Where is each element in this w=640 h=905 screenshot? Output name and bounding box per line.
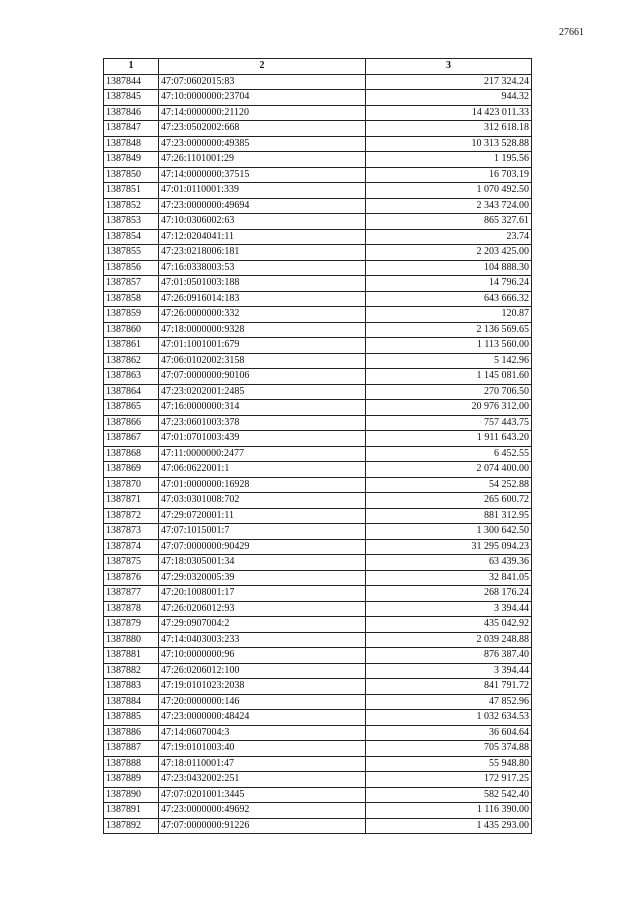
- row-number: 1387844: [104, 74, 159, 90]
- cadastral-value: 32 841.05: [366, 570, 532, 586]
- table-row: [104, 105, 532, 121]
- cadastral-value: 3 394.44: [366, 601, 532, 617]
- cadastral-number: 47:01:0110001:339: [159, 183, 366, 199]
- cadastral-number: 47:26:0000000:332: [159, 307, 366, 323]
- cadastral-value: 1 435 293.00: [366, 818, 532, 834]
- cadastral-number: 47:03:0301008:702: [159, 493, 366, 509]
- cadastral-value: 172 917.25: [366, 772, 532, 788]
- table-row: [104, 183, 532, 199]
- cadastral-value: 1 300 642.50: [366, 524, 532, 540]
- cadastral-value: 881 312.95: [366, 508, 532, 524]
- cadastral-number: 47:23:0000000:49692: [159, 803, 366, 819]
- table-row: [104, 74, 532, 90]
- row-number: 1387892: [104, 818, 159, 834]
- row-number: 1387856: [104, 260, 159, 276]
- cadastral-value: 5 142.96: [366, 353, 532, 369]
- cadastral-number: 47:16:0338003:53: [159, 260, 366, 276]
- cadastral-value: 757 443.75: [366, 415, 532, 431]
- cadastral-value: 10 313 528.88: [366, 136, 532, 152]
- row-number: 1387860: [104, 322, 159, 338]
- table-row: [104, 446, 532, 462]
- row-number: 1387867: [104, 431, 159, 447]
- cadastral-number: 47:23:0218006:181: [159, 245, 366, 261]
- row-number: 1387888: [104, 756, 159, 772]
- table-row: [104, 741, 532, 757]
- table-row: [104, 353, 532, 369]
- row-number: 1387862: [104, 353, 159, 369]
- cadastral-number: 47:18:0110001:47: [159, 756, 366, 772]
- row-number: 1387884: [104, 694, 159, 710]
- cadastral-value: 6 452.55: [366, 446, 532, 462]
- row-number: 1387859: [104, 307, 159, 323]
- table-row: [104, 152, 532, 168]
- cadastral-value: 270 706.50: [366, 384, 532, 400]
- table-row: [104, 198, 532, 214]
- cadastral-value: 841 791.72: [366, 679, 532, 695]
- table-row: [104, 508, 532, 524]
- row-number: 1387870: [104, 477, 159, 493]
- column-header-2: 2: [159, 59, 366, 75]
- table-body: [104, 74, 532, 834]
- row-number: 1387886: [104, 725, 159, 741]
- row-number: 1387891: [104, 803, 159, 819]
- cadastral-value: 876 387.40: [366, 648, 532, 664]
- cadastral-value: 23.74: [366, 229, 532, 245]
- cadastral-number: 47:14:0000000:21120: [159, 105, 366, 121]
- table-row: [104, 291, 532, 307]
- cadastral-value: 36 604.64: [366, 725, 532, 741]
- cadastral-value: 435 042.92: [366, 617, 532, 633]
- cadastral-number: 47:01:1001001:679: [159, 338, 366, 354]
- table-row: [104, 90, 532, 106]
- table-row: [104, 772, 532, 788]
- cadastral-number: 47:14:0000000:37515: [159, 167, 366, 183]
- cadastral-number: 47:10:0000000:96: [159, 648, 366, 664]
- table-row: [104, 555, 532, 571]
- column-header-1: 1: [104, 59, 159, 75]
- row-number: 1387871: [104, 493, 159, 509]
- table-row: [104, 121, 532, 137]
- table-row: [104, 679, 532, 695]
- cadastral-number: 47:07:0201001:3445: [159, 787, 366, 803]
- table-row: [104, 229, 532, 245]
- column-header-3: 3: [366, 59, 532, 75]
- table-row: [104, 787, 532, 803]
- row-number: 1387873: [104, 524, 159, 540]
- cadastral-value: 582 542.40: [366, 787, 532, 803]
- table-row: [104, 586, 532, 602]
- cadastral-value: 3 394.44: [366, 663, 532, 679]
- row-number: 1387861: [104, 338, 159, 354]
- table-row: [104, 369, 532, 385]
- row-number: 1387865: [104, 400, 159, 416]
- cadastral-number: 47:29:0720001:11: [159, 508, 366, 524]
- table-row: [104, 462, 532, 478]
- cadastral-value: 865 327.61: [366, 214, 532, 230]
- cadastral-number: 47:01:0501003:188: [159, 276, 366, 292]
- cadastral-value: 55 948.80: [366, 756, 532, 772]
- table-row: [104, 570, 532, 586]
- cadastral-value: 1 070 492.50: [366, 183, 532, 199]
- cadastral-value: 54 252.88: [366, 477, 532, 493]
- row-number: 1387847: [104, 121, 159, 137]
- table-row: [104, 245, 532, 261]
- row-number: 1387868: [104, 446, 159, 462]
- cadastral-value: 2 074 400.00: [366, 462, 532, 478]
- cadastral-number: 47:14:0607004:3: [159, 725, 366, 741]
- cadastral-number: 47:23:0000000:49694: [159, 198, 366, 214]
- cadastral-value: 20 976 312.00: [366, 400, 532, 416]
- cadastral-number: 47:23:0601003:378: [159, 415, 366, 431]
- row-number: 1387855: [104, 245, 159, 261]
- row-number: 1387879: [104, 617, 159, 633]
- row-number: 1387881: [104, 648, 159, 664]
- table-row: [104, 601, 532, 617]
- cadastral-number: 47:19:0101023:2038: [159, 679, 366, 695]
- row-number: 1387863: [104, 369, 159, 385]
- row-number: 1387872: [104, 508, 159, 524]
- cadastral-value: 47 852.96: [366, 694, 532, 710]
- row-number: 1387853: [104, 214, 159, 230]
- table-row: [104, 322, 532, 338]
- row-number: 1387878: [104, 601, 159, 617]
- row-number: 1387889: [104, 772, 159, 788]
- row-number: 1387845: [104, 90, 159, 106]
- table-row: [104, 725, 532, 741]
- row-number: 1387887: [104, 741, 159, 757]
- cadastral-number: 47:06:0102002:3158: [159, 353, 366, 369]
- register-table: [103, 58, 532, 834]
- cadastral-number: 47:07:0602015:83: [159, 74, 366, 90]
- row-number: 1387875: [104, 555, 159, 571]
- cadastral-number: 47:23:0432002:251: [159, 772, 366, 788]
- row-number: 1387857: [104, 276, 159, 292]
- cadastral-value: 2 343 724.00: [366, 198, 532, 214]
- row-number: 1387858: [104, 291, 159, 307]
- cadastral-value: 1 195.56: [366, 152, 532, 168]
- table-row: [104, 803, 532, 819]
- row-number: 1387877: [104, 586, 159, 602]
- cadastral-value: 63 439.36: [366, 555, 532, 571]
- row-number: 1387876: [104, 570, 159, 586]
- cadastral-number: 47:07:0000000:90106: [159, 369, 366, 385]
- cadastral-value: 1 911 643.20: [366, 431, 532, 447]
- cadastral-number: 47:29:0320005:39: [159, 570, 366, 586]
- cadastral-number: 47:06:0622001:1: [159, 462, 366, 478]
- table-header-row: [104, 59, 532, 75]
- cadastral-value: 31 295 094.23: [366, 539, 532, 555]
- table-row: [104, 384, 532, 400]
- cadastral-number: 47:10:0000000:23704: [159, 90, 366, 106]
- table-row: [104, 493, 532, 509]
- cadastral-value: 265 600.72: [366, 493, 532, 509]
- cadastral-number: 47:01:0000000:16928: [159, 477, 366, 493]
- row-number: 1387883: [104, 679, 159, 695]
- cadastral-value: 104 888.30: [366, 260, 532, 276]
- cadastral-value: 312 618.18: [366, 121, 532, 137]
- cadastral-number: 47:23:0000000:49385: [159, 136, 366, 152]
- row-number: 1387852: [104, 198, 159, 214]
- table-row: [104, 818, 532, 834]
- cadastral-value: 1 116 390.00: [366, 803, 532, 819]
- table-row: [104, 632, 532, 648]
- table-row: [104, 756, 532, 772]
- cadastral-number: 47:23:0000000:48424: [159, 710, 366, 726]
- table-row: [104, 276, 532, 292]
- page-number: 27661: [559, 27, 584, 38]
- table-row: [104, 539, 532, 555]
- cadastral-value: 2 039 248.88: [366, 632, 532, 648]
- table-row: [104, 477, 532, 493]
- cadastral-number: 47:20:0000000:146: [159, 694, 366, 710]
- cadastral-number: 47:11:0000000:2477: [159, 446, 366, 462]
- cadastral-number: 47:07:0000000:90429: [159, 539, 366, 555]
- cadastral-number: 47:19:0101003:40: [159, 741, 366, 757]
- cadastral-number: 47:26:1101001:29: [159, 152, 366, 168]
- cadastral-number: 47:16:0000000:314: [159, 400, 366, 416]
- cadastral-value: 2 136 569.65: [366, 322, 532, 338]
- table-row: [104, 307, 532, 323]
- cadastral-value: 944.32: [366, 90, 532, 106]
- cadastral-number: 47:20:1008001:17: [159, 586, 366, 602]
- cadastral-value: 120.87: [366, 307, 532, 323]
- table-row: [104, 617, 532, 633]
- cadastral-number: 47:29:0907004:2: [159, 617, 366, 633]
- table-row: [104, 400, 532, 416]
- cadastral-number: 47:26:0206012:93: [159, 601, 366, 617]
- row-number: 1387882: [104, 663, 159, 679]
- table-row: [104, 136, 532, 152]
- row-number: 1387890: [104, 787, 159, 803]
- cadastral-number: 47:01:0701003:439: [159, 431, 366, 447]
- table-row: [104, 663, 532, 679]
- cadastral-value: 268 176.24: [366, 586, 532, 602]
- row-number: 1387869: [104, 462, 159, 478]
- row-number: 1387874: [104, 539, 159, 555]
- cadastral-number: 47:26:0206012:100: [159, 663, 366, 679]
- table-row: [104, 710, 532, 726]
- table-row: [104, 260, 532, 276]
- cadastral-value: 705 374.88: [366, 741, 532, 757]
- table-row: [104, 694, 532, 710]
- cadastral-number: 47:12:0204041:11: [159, 229, 366, 245]
- row-number: 1387854: [104, 229, 159, 245]
- table-row: [104, 167, 532, 183]
- row-number: 1387846: [104, 105, 159, 121]
- row-number: 1387848: [104, 136, 159, 152]
- cadastral-value: 1 145 081.60: [366, 369, 532, 385]
- cadastral-number: 47:10:0306002:63: [159, 214, 366, 230]
- row-number: 1387851: [104, 183, 159, 199]
- cadastral-value: 2 203 425.00: [366, 245, 532, 261]
- cadastral-value: 217 324.24: [366, 74, 532, 90]
- table-row: [104, 431, 532, 447]
- cadastral-number: 47:07:0000000:91226: [159, 818, 366, 834]
- cadastral-value: 1 113 560.00: [366, 338, 532, 354]
- row-number: 1387864: [104, 384, 159, 400]
- row-number: 1387866: [104, 415, 159, 431]
- cadastral-value: 14 796.24: [366, 276, 532, 292]
- table-row: [104, 648, 532, 664]
- cadastral-value: 1 032 634.53: [366, 710, 532, 726]
- cadastral-number: 47:23:0502002:668: [159, 121, 366, 137]
- table-row: [104, 524, 532, 540]
- cadastral-number: 47:23:0202001:2485: [159, 384, 366, 400]
- table-row: [104, 338, 532, 354]
- cadastral-number: 47:07:1015001:7: [159, 524, 366, 540]
- row-number: 1387850: [104, 167, 159, 183]
- table-row: [104, 415, 532, 431]
- cadastral-number: 47:14:0403003:233: [159, 632, 366, 648]
- cadastral-value: 16 703.19: [366, 167, 532, 183]
- row-number: 1387885: [104, 710, 159, 726]
- cadastral-value: 643 666.32: [366, 291, 532, 307]
- cadastral-number: 47:18:0000000:9328: [159, 322, 366, 338]
- table-row: [104, 214, 532, 230]
- cadastral-value: 14 423 011.33: [366, 105, 532, 121]
- cadastral-number: 47:26:0916014:183: [159, 291, 366, 307]
- row-number: 1387849: [104, 152, 159, 168]
- row-number: 1387880: [104, 632, 159, 648]
- cadastral-number: 47:18:0305001:34: [159, 555, 366, 571]
